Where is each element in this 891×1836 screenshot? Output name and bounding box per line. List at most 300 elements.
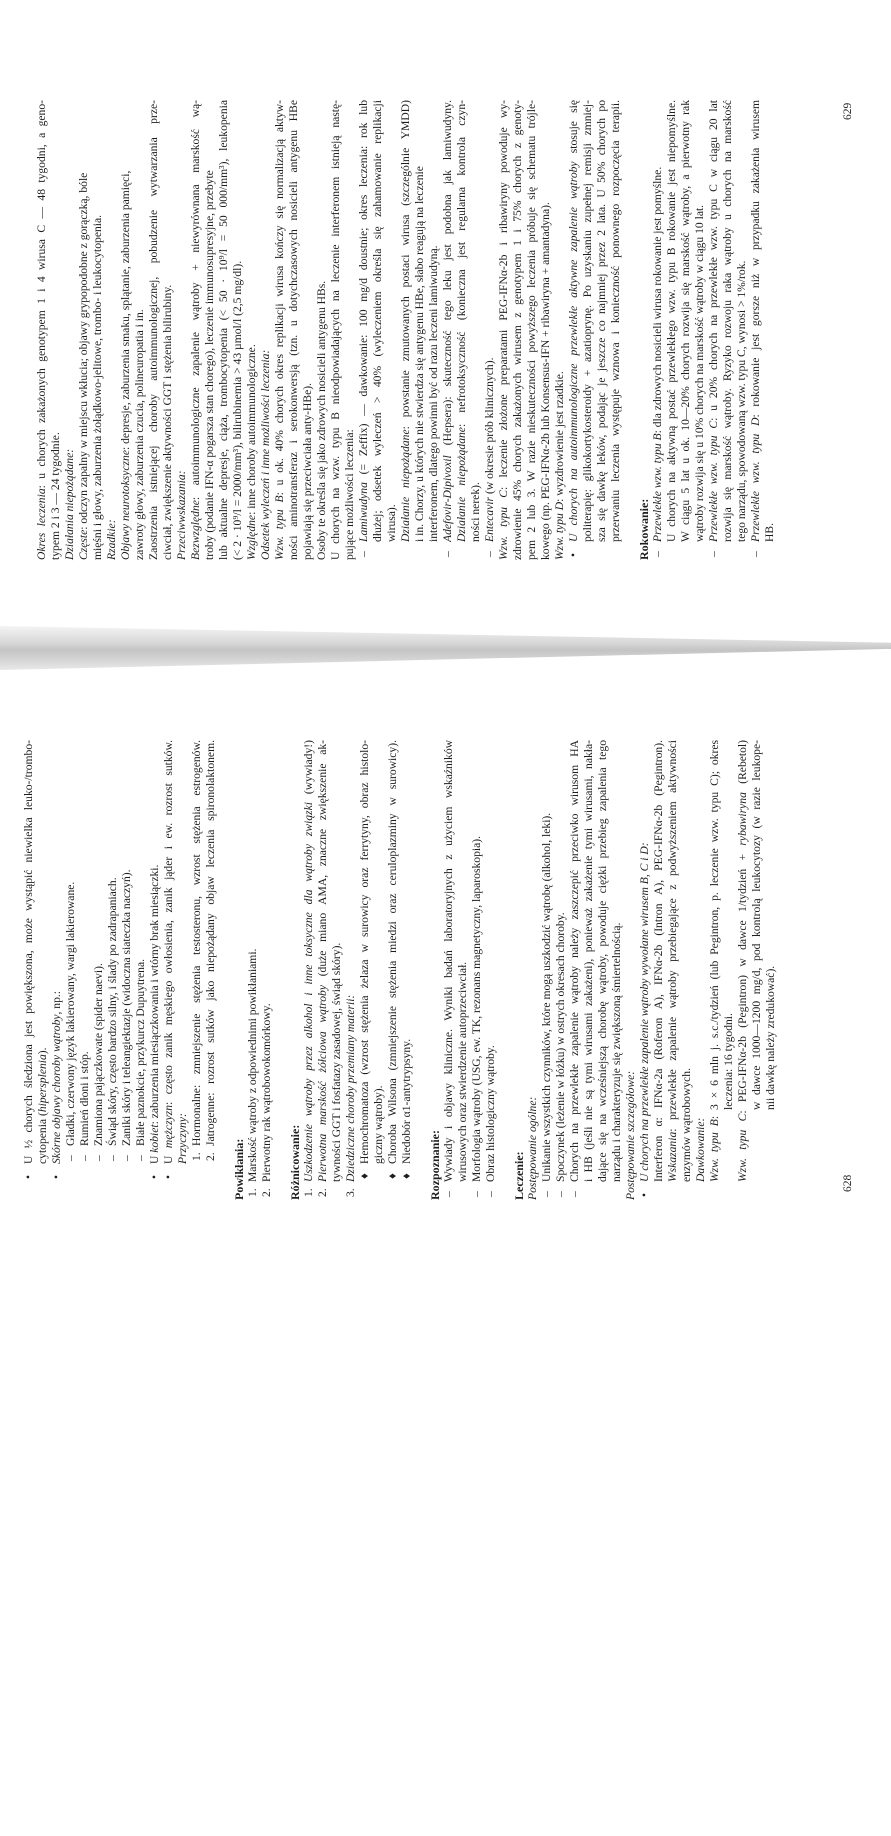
text-segment: mięśni i głowy, zaburzenia żołądkowo-jelitowe, trombo- i leukocytopenia.: [91, 214, 104, 560]
line-text: [399, 100, 413, 542]
text-segment: pujące możliwości leczenia:: [343, 429, 356, 560]
italic-text: Działanie niepożądane: [399, 429, 412, 542]
italic-text: Wzw. typu D: [553, 501, 566, 560]
line-text: [371, 100, 385, 542]
line-text: [456, 962, 470, 1182]
line-text: [624, 1071, 638, 1200]
text-segment: wirusowych oraz stwierdzenie autoprzeciwciał.: [456, 961, 469, 1182]
list-marker: –: [470, 1191, 483, 1197]
text-line: [694, 740, 708, 1182]
line-text: [175, 470, 189, 560]
text-segment: Obraz histologiczny wątroby.: [484, 1045, 497, 1182]
list-marker: –: [554, 1191, 567, 1197]
text-line: [526, 740, 540, 1200]
text-line: [750, 740, 764, 1110]
text-line: [77, 100, 91, 560]
text-segment: typem 2 i 3 — 24 tygodnie.: [49, 432, 62, 560]
list-marker: 2.: [316, 1188, 329, 1197]
bold-heading-text: Leczenie:: [512, 1151, 526, 1200]
italic-text: Przyczyny:: [176, 1113, 189, 1164]
page-number: 628: [842, 1174, 854, 1192]
text-line: [358, 740, 372, 1179]
line-text: [330, 943, 344, 1182]
line-text: [763, 523, 777, 542]
line-text: [707, 100, 721, 542]
text-segment: sza się dawkę leków, podając je jeszcze co najmniej przez 2 lata. U 50% chorych po: [595, 100, 608, 542]
line-text: [694, 1118, 708, 1182]
text-segment: W ciągu 5 lat u ok. 10—20% chorych rozwija się marskość wątroby, a pierwotny rak: [679, 100, 692, 542]
text-segment: Hemochromatoza (wzrost stężenia żelaza w surowicy oraz ferrytyny, obraz histolo-: [358, 740, 371, 1164]
line-text: [36, 1047, 50, 1164]
text-segment: narządu i charakteryzuje się zwiększoną śmiertelnością.: [610, 922, 623, 1182]
line-text: [595, 100, 609, 542]
text-line: [441, 100, 455, 557]
line-text: [245, 344, 259, 560]
line-text: [721, 100, 735, 542]
text-line: [35, 100, 49, 560]
text-line: [693, 100, 707, 542]
line-text: [764, 966, 778, 1110]
text-segment: U: [148, 1152, 161, 1164]
line-text: [596, 740, 610, 1182]
text-segment: ności aminotransferaz i serokonwersją (tzn. u dotychczasowych nosicieli antygenu HBe: [287, 100, 300, 560]
text-line: [665, 100, 679, 542]
text-line: [455, 100, 469, 542]
text-segment: : często zanik męskiego owłosienia, zanik jąder i ew. rozrost sutków.: [162, 740, 175, 1105]
text-line: [609, 100, 623, 542]
line-text: [343, 429, 357, 560]
line-text: [735, 261, 749, 542]
line-text: [315, 281, 329, 560]
page-628: [0, 740, 891, 1200]
text-segment: enzymów wątrobowych.: [680, 1068, 693, 1182]
line-text: [288, 1125, 303, 1200]
line-text: [638, 842, 652, 1182]
text-segment: Jatrogenne: rozrost sutków jako niepożądany objaw leczenia spironolaktonem.: [204, 740, 217, 1146]
text-segment: : rokowanie jest gorsze niż w przypadku zakażenia wirusem: [749, 100, 762, 418]
text-line: [624, 740, 638, 1200]
line-text: [428, 1130, 443, 1200]
text-line: [680, 740, 694, 1182]
line-text: [133, 309, 147, 560]
text-segment: Zaostrzenia istniejącej choroby autoimmunologicznej, pobudzenie wytwarzania prze-: [147, 100, 160, 560]
text-segment: : inne choroby autoimmunologiczne.: [245, 344, 258, 515]
text-segment: : dla zdrowych nosicieli wirusa rokowanie jest pomyślne.: [651, 166, 664, 434]
text-line: [105, 100, 119, 560]
text-segment: Zaniki skóry i teleangiektazje (widoczna siateczka naczyń).: [120, 869, 133, 1146]
text-line: [581, 100, 595, 542]
line-text: [749, 100, 763, 542]
line-text: [203, 170, 217, 560]
text-line: [483, 100, 497, 557]
text-line: [525, 100, 539, 560]
text-line: [246, 740, 260, 1197]
italic-text: Skórne objawy choroby wątroby: [50, 1014, 63, 1164]
text-line: [190, 740, 204, 1161]
line-text: [49, 432, 63, 560]
line-text: [190, 740, 204, 1146]
line-text: [287, 100, 301, 560]
text-segment: tywności GGT i fosfatazy zasadowej, świąd skóry).: [330, 942, 343, 1182]
text-segment: interferonem, dlatego powinni być od razu leczeni lamiwudyną.: [427, 245, 440, 542]
line-text: [161, 285, 175, 560]
text-segment: wirusa).: [385, 504, 398, 542]
text-line: [372, 740, 386, 1164]
text-line: [652, 740, 666, 1182]
line-text: [64, 882, 78, 1146]
text-line: [708, 740, 722, 1182]
list-marker: –: [483, 551, 496, 557]
line-text: [540, 813, 554, 1182]
line-text: [483, 358, 497, 542]
page-629: [0, 100, 891, 560]
text-segment: (= Zeffix) — dawkowanie: 100 mg/d doustnie; okres leczenia: rok lub: [357, 100, 370, 483]
line-text: [232, 1139, 247, 1200]
text-line: [91, 100, 105, 560]
line-text: [358, 740, 372, 1164]
text-segment: : u 20% chorych na przewlekłe wzw. typu C w ciągu 20 lat: [707, 100, 720, 421]
line-text: [259, 350, 273, 560]
line-text: [400, 1039, 414, 1164]
text-line: [63, 100, 77, 560]
line-text: [511, 100, 525, 560]
line-text: [441, 100, 455, 542]
italic-text: Entecavir: [483, 496, 496, 542]
line-text: [63, 449, 77, 560]
line-text: [204, 740, 218, 1146]
list-marker: •: [162, 1174, 175, 1179]
text-segment: kowego (np. PEG-IFNα-2b lub Konsensus-IFN + ribawiryna + amantadyna).: [539, 202, 552, 560]
text-segment: rozwija się marskość wątroby. Ryzyko rozwoju raka wątroby u chorych na marskość: [721, 100, 734, 542]
text-line: [330, 740, 344, 1182]
line-text: [665, 100, 679, 542]
text-line: [722, 740, 736, 1110]
text-line: [399, 100, 413, 542]
text-line: [540, 740, 554, 1197]
text-segment: : odczyn zapalny w miejscu wkłucia; objawy grypopodobne z gorączką, bóle: [77, 172, 90, 530]
italic-text: Wzw. typu C: [736, 1113, 749, 1182]
text-segment: w dawce 1000—1200 mg/d, pod kontrolą leukocytozy (w razie leukope-: [750, 740, 763, 1110]
text-line: [50, 740, 64, 1179]
italic-text: Wskazania: [666, 1131, 679, 1182]
line-text: [189, 100, 203, 560]
text-line: [22, 740, 36, 1179]
text-line: [567, 100, 581, 557]
line-text: [22, 740, 36, 1164]
line-text: [512, 1151, 527, 1200]
text-segment: wątroby rozwija się u 10% chorych na marskość wątroby w ciągu 10 lat.: [693, 204, 706, 542]
bold-heading-text: Powikłania:: [232, 1138, 246, 1200]
line-text: [78, 1051, 92, 1146]
text-segment: U chorych na wzw. typu B nieodpowiadających na leczenie interferonem istnieją nastę-: [329, 100, 342, 560]
text-line: [36, 740, 50, 1164]
text-segment: (duże miano AMA, znaczne zwiększenie ak-: [316, 740, 329, 985]
text-line: [147, 100, 161, 560]
text-segment: ).: [36, 1047, 49, 1055]
text-segment: : przewlekłe zapalenie wątroby przebiegające z podwyższeniem aktywności: [666, 740, 679, 1132]
text-line: [203, 100, 217, 560]
list-marker: •: [638, 1192, 651, 1197]
italic-text: Działanie niepożądane: [455, 427, 468, 542]
list-marker: –: [78, 1155, 91, 1161]
line-text: [553, 371, 567, 560]
page-gutter-shadow: [0, 626, 891, 670]
line-text: [273, 100, 287, 560]
line-text: [385, 504, 399, 542]
line-text: [106, 877, 120, 1146]
line-text: [120, 869, 134, 1146]
text-segment: Pierwotny rak wątrobowokomórkowy.: [260, 1003, 273, 1182]
line-text: [119, 171, 133, 560]
text-segment: : nefrotoksyczność (konieczna jest regularna kontrola czyn-: [455, 100, 468, 428]
line-text: [92, 963, 106, 1146]
line-text: [147, 100, 161, 560]
text-line: [497, 100, 511, 560]
line-text: [77, 173, 91, 560]
italic-text: Względne: [245, 514, 258, 560]
text-segment: : leczenie złożone preparatami PEG-IFNα-2b i ribawiryny powoduje wy-: [497, 100, 510, 490]
text-line: [554, 740, 568, 1197]
text-line: [386, 740, 400, 1179]
italic-text: Wzw. typu B: [708, 1119, 721, 1182]
line-text: [35, 100, 49, 560]
italic-text: Przewlekłe wzw. typu B: [651, 433, 664, 542]
line-text: [652, 740, 666, 1182]
line-text: [148, 865, 162, 1164]
text-line: [707, 100, 721, 557]
text-segment: (Rebetol): [736, 740, 749, 793]
italic-text: Lamiwudyna: [357, 482, 370, 542]
bold-heading-text: Różnicowanie:: [288, 1124, 302, 1200]
text-segment: Białe paznokcie, przykurcz Dupuytrena.: [134, 958, 147, 1146]
text-segment: Choroba Wilsona (zmniejszenie stężenia miedzi oraz ceruloplazminy w surowicy).: [386, 740, 399, 1164]
text-segment: Rumień dłoni i stóp.: [78, 1051, 91, 1146]
text-line: [638, 740, 652, 1197]
line-text: [176, 1113, 190, 1164]
line-text: [610, 923, 624, 1182]
text-line: [413, 100, 427, 542]
text-segment: cytopenia (: [36, 1112, 49, 1164]
text-line: [189, 100, 203, 560]
line-text: [217, 100, 231, 560]
line-text: [357, 100, 371, 542]
list-marker: ♦: [400, 1173, 413, 1179]
italic-text: Pierwotna marskość żółciowa wątroby: [316, 985, 329, 1182]
text-segment: U ½ chorych śledziona jest powiększona, może wystąpić niewielka leuko-/trombo-: [22, 740, 35, 1164]
bold-heading-text: Rokowanie:: [637, 498, 651, 560]
text-line: [596, 740, 610, 1182]
text-segment: : u ok. 40% chorych okres replikacji wirusa kończy się normalizacją aktyw-: [273, 100, 286, 496]
line-text: [470, 836, 484, 1182]
text-segment: nii dawkę należy zredukować).: [764, 965, 777, 1110]
text-segment: HB.: [763, 522, 776, 542]
italic-text: Uszkodzenie wątroby przez alkohol i inne toksyczne dla wątroby związki: [302, 801, 315, 1182]
text-segment: pem 2 lub 3. W razie nieskuteczności powyższego leczenia próbuje się schematu trójle-: [525, 100, 538, 560]
italic-text: Przewlekłe wzw. typu D: [749, 417, 762, 542]
text-line: [553, 100, 567, 560]
list-marker: –: [568, 1191, 581, 1197]
text-segment: U chorych na aktywną postać przewlekłego wzw. typu B rokowanie jest niepomyślne.: [665, 100, 678, 542]
line-text: [302, 740, 316, 1182]
line-text: [442, 740, 456, 1182]
text-line: [371, 100, 385, 542]
italic-text: Dawkowanie:: [694, 1117, 707, 1182]
section-heading: [288, 740, 302, 1200]
line-text: [525, 100, 539, 560]
line-text: [581, 100, 595, 542]
line-text: [722, 1013, 736, 1110]
text-segment: Chorych na przewlekłe zapalenie wątroby należy zaszczepić przeciwko wirusom HA: [568, 740, 581, 1182]
text-segment: : PEG-IFNα-2b (Pegintron) w dawce 1/tydzień +: [736, 845, 749, 1114]
text-line: [511, 100, 525, 560]
text-line: [484, 740, 498, 1197]
line-text: [539, 202, 553, 560]
line-text: [469, 482, 483, 542]
line-text: [344, 995, 358, 1182]
list-marker: –: [540, 1191, 553, 1197]
line-text: [609, 100, 623, 542]
text-line: [539, 100, 553, 560]
list-marker: –: [441, 551, 454, 557]
list-marker: •: [22, 1174, 35, 1179]
text-segment: , np.:: [50, 990, 63, 1015]
line-text: [708, 740, 722, 1182]
text-line: [78, 740, 92, 1161]
text-segment: Hormonalne: zmniejszenie stężenia testosteronu, wzrost stężenia estrogenów.: [190, 740, 203, 1146]
list-marker: –: [64, 1155, 77, 1161]
text-line: [120, 740, 134, 1161]
text-line: [400, 740, 414, 1179]
text-segment: (< 2 · 10⁹/l = 2000/mm³), bilirubinemia > 43 µmol/l (2,5 mg/dl).: [231, 260, 244, 560]
list-marker: 1.: [302, 1188, 315, 1197]
text-line: [666, 740, 680, 1182]
list-marker: 2.: [204, 1152, 217, 1161]
section-heading: [637, 100, 651, 560]
text-segment: Świąd skóry, często bardzo silny, i ślady po zadrapaniach.: [106, 877, 119, 1146]
text-line: [301, 100, 315, 560]
list-marker: –: [120, 1155, 133, 1161]
text-segment: Wywiady i objawy kliniczne. Wyniki badań laboratoryjnych z użyciem wskaźników: [442, 740, 455, 1182]
list-marker: –: [484, 1191, 497, 1197]
line-text: [637, 499, 652, 560]
italic-text: rybawiryna: [736, 792, 749, 846]
section-heading: [428, 740, 442, 1200]
section-heading: [512, 740, 526, 1200]
text-segment: U: [162, 1148, 175, 1164]
italic-text: Częste: [77, 529, 90, 560]
italic-text: kobiet: [148, 1124, 161, 1153]
text-segment: Osoby te określa się jako zdrowych nosicieli antygenu HBs.: [315, 280, 328, 560]
italic-text: Wzw. typu B: [273, 495, 286, 560]
line-text: [301, 383, 315, 560]
line-text: [526, 1097, 540, 1200]
text-line: [651, 100, 665, 557]
text-segment: lub aktualne depresje, ciąża, trombocytopenia (< 50 · 10⁹/l = 50 000/mm³), leukopenia: [217, 100, 230, 560]
text-segment: troby (podanie IFN-α pogarsza stan chorego), leczenie immunosupresyjne, przebyte: [203, 170, 216, 560]
text-segment: Znamiona pajączkowate (spider naevi).: [92, 963, 105, 1146]
text-segment: Marskość wątroby z odpowiednimi powikłaniami.: [246, 948, 259, 1182]
text-segment: ności nerek).: [469, 482, 482, 542]
list-marker: –: [749, 551, 762, 557]
italic-text: hipersplenia: [36, 1054, 49, 1113]
italic-text: U chorych na przewlekłe zapalenie wątroby wywołane wirusem B, C i D:: [638, 842, 651, 1182]
text-line: [610, 740, 624, 1182]
text-line: [217, 100, 231, 560]
text-segment: Gładki, czerwony język lakierowany, wargi lakierowane.: [64, 881, 77, 1146]
list-marker: –: [442, 1191, 455, 1197]
line-text: [162, 740, 176, 1164]
text-line: [259, 100, 273, 560]
italic-text: Dziedziczne choroby przemiany materii:: [344, 994, 357, 1182]
text-line: [763, 100, 777, 542]
text-segment: Spoczynek (leżenie w łóżku) w ostrych okresach choroby.: [554, 912, 567, 1182]
text-segment: : 3 × 6 mln j. s.c./tydzień (lub Pegintron, p. leczenie wzw. typu C); okres: [708, 740, 721, 1120]
text-segment: : powstanie zmutowanych postaci wirusa (szczególnie YMDD): [399, 100, 412, 430]
text-line: [595, 100, 609, 542]
text-line: [92, 740, 106, 1161]
text-segment: i HB (jeśli nie są tymi wirusami zakażeni), ponieważ zakażenie tymi wirusami, nakła-: [582, 740, 595, 1182]
line-text: [231, 261, 245, 560]
text-line: [287, 100, 301, 560]
text-segment: : u chorych zakażonych genotypem 1 i 4 wirusa C — 48 tygodni, a geno-: [35, 100, 48, 489]
italic-text: Adefovir-Dipivoxil: [441, 455, 454, 542]
text-segment: Morfologia wątroby (USG, ew. TK, rezonans magnetyczny, laparoskopia).: [470, 836, 483, 1182]
text-line: [162, 740, 176, 1179]
italic-text: Okres leczenia: [35, 488, 48, 560]
line-text: [372, 1085, 386, 1164]
text-line: [316, 740, 330, 1197]
text-line: [721, 100, 735, 542]
text-line: [49, 100, 63, 560]
text-line: [582, 740, 596, 1182]
list-marker: ♦: [386, 1173, 399, 1179]
line-text: [50, 991, 64, 1164]
list-marker: 2.: [260, 1188, 273, 1197]
italic-text: Postępowanie szczegółowe:: [624, 1070, 637, 1200]
text-segment: (Hepsera): skuteczność tego leku jest podobna jak lamiwudyny.: [441, 100, 454, 456]
text-line: [260, 740, 274, 1197]
text-line: [357, 100, 371, 557]
text-line: [470, 740, 484, 1197]
text-line: [176, 740, 190, 1164]
text-line: [64, 740, 78, 1161]
line-text: [736, 740, 750, 1182]
text-segment: : autoimmunologiczne zapalenie wątroby + niewyrównana marskość wą-: [189, 100, 202, 501]
text-line: [343, 100, 357, 560]
line-text: [91, 215, 105, 560]
text-segment: (w okresie prób klinicznych).: [483, 357, 496, 497]
line-text: [386, 740, 400, 1164]
list-marker: 1.: [190, 1152, 203, 1161]
text-line: [106, 740, 120, 1161]
text-line: [735, 100, 749, 542]
section-heading: [232, 740, 246, 1200]
line-text: [582, 740, 596, 1182]
list-marker: –: [106, 1155, 119, 1161]
line-text: [484, 1045, 498, 1182]
page-number: 629: [842, 102, 854, 120]
text-segment: zdrowienie 45% chorych zakażonych wirusem z genotypem 1 i 75% chorych z genoty-: [511, 100, 524, 560]
text-line: [204, 740, 218, 1161]
italic-text: Objawy neurotoksyczne: [119, 449, 132, 560]
text-segment: przerwaniu leczenia występuje wznowa i konieczność ponownego rozpoczęcia terapii.: [609, 100, 622, 542]
italic-text: Postępowanie ogólne:: [526, 1096, 539, 1200]
line-text: [427, 245, 441, 542]
text-line: [568, 740, 582, 1197]
text-segment: pojawiają się przeciwciała anty-HBe).: [301, 382, 314, 560]
text-line: [329, 100, 343, 560]
text-line: [273, 100, 287, 560]
